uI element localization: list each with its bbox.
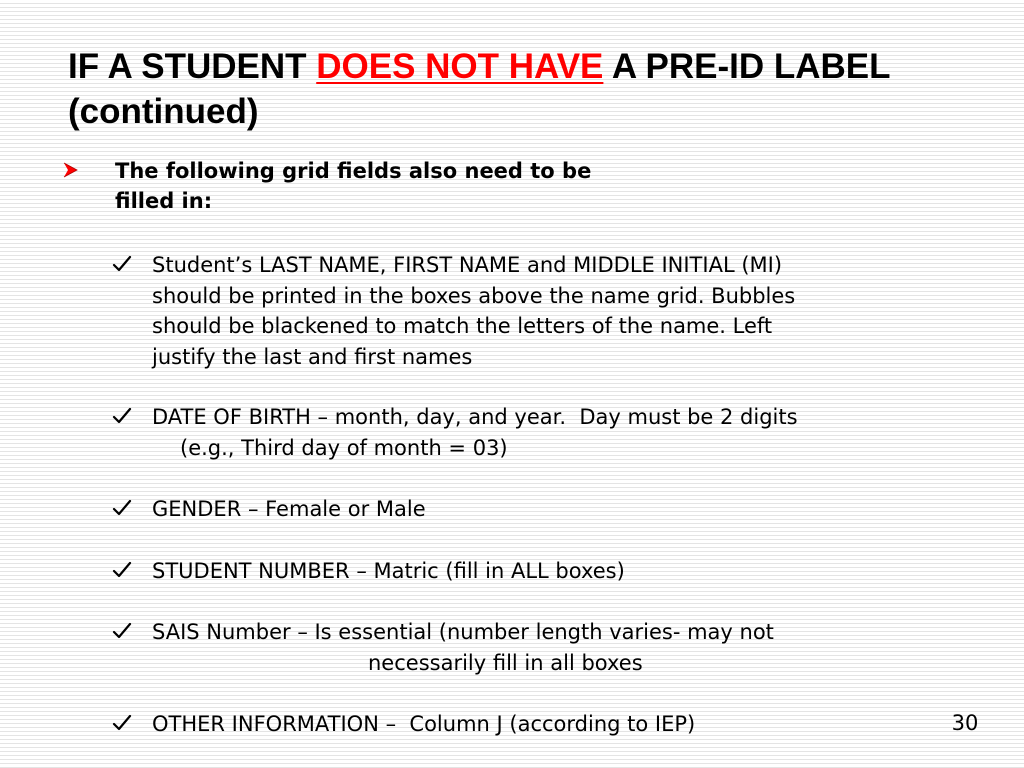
- checkmark-icon: [112, 621, 132, 641]
- title-part1: IF A STUDENT: [68, 47, 317, 86]
- item-line: DATE OF BIRTH – month, day, and year. Day must be 2 digits: [152, 405, 798, 429]
- item-line: Student’s LAST NAME, FIRST NAME and MIDDLE INITIAL (MI): [152, 253, 783, 277]
- main-bullet-line2: filled in:: [115, 189, 213, 213]
- item-line: should be printed in the boxes above the name grid. Bubbles: [152, 283, 796, 308]
- arrow-right-icon: [62, 162, 78, 178]
- main-bullet-text: [115, 156, 735, 216]
- checklist-item-text: [152, 709, 695, 740]
- checklist-item-text: [152, 250, 795, 372]
- checklist-item-text: [152, 556, 625, 587]
- checklist-item-text: [152, 617, 774, 678]
- item-line: justify the last and first names: [152, 344, 473, 369]
- item-line: necessarily fill in all boxes: [368, 650, 643, 675]
- checkmark-icon: [112, 254, 132, 274]
- checkmark-icon: [112, 713, 132, 733]
- checklist-item-text: [152, 494, 426, 525]
- item-line: should be blackened to match the letters of the name. Left: [152, 314, 773, 338]
- item-line: STUDENT NUMBER – Matric (fill in ALL boxes): [152, 559, 625, 583]
- checklist-item-text: [152, 402, 798, 463]
- title-part2: A PRE-ID LABEL: [603, 47, 891, 86]
- page-number: 30: [951, 711, 979, 735]
- item-line: GENDER – Female or Male: [152, 497, 426, 521]
- title-emphasis: DOES NOT HAVE: [316, 47, 604, 86]
- checkmark-icon: [112, 406, 132, 426]
- checkmark-icon: [112, 498, 132, 518]
- checkmark-icon: [112, 560, 132, 580]
- item-line: OTHER INFORMATION – Column J (according to IEP): [152, 712, 696, 736]
- item-line: SAIS Number – Is essential (number length varies- may not: [152, 620, 774, 644]
- main-bullet-line1: The following grid fields also need to be: [115, 159, 592, 183]
- title-line2: (continued): [68, 92, 259, 131]
- item-line: (e.g., Third day of month = 03): [180, 435, 508, 460]
- slide-title: [68, 44, 1008, 134]
